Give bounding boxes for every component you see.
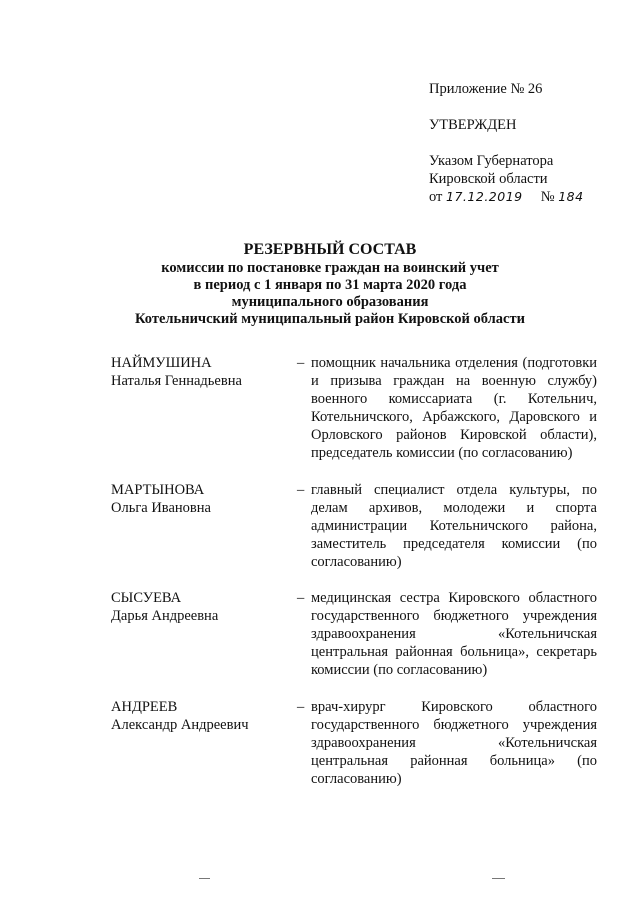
member-dash: – xyxy=(297,590,305,607)
member-description: главный специалист отдела культуры, по делам архивов, молодежи и спорта администрации Котельничского района, заместитель председателя комиссии (по согласованию) xyxy=(311,481,597,570)
member-name: Александр Андреевич xyxy=(111,716,249,733)
title-line-5: Котельничский муниципальный район Кировской области xyxy=(135,311,525,327)
member-surname: НАЙМУШИНА xyxy=(111,355,212,371)
member-dash: – xyxy=(297,698,305,715)
decree-line-1: Указом Губернатора xyxy=(429,153,554,169)
member-person xyxy=(111,589,281,625)
member-row xyxy=(111,354,597,463)
title-line-2: комиссии по постановке граждан на воинский учет xyxy=(161,260,499,276)
handwritten-number: 184 xyxy=(558,189,584,204)
title-line-3: в период с 1 января по 31 марта 2020 года xyxy=(193,277,467,293)
handwritten-date: 17.12.2019 xyxy=(446,189,523,204)
document-title xyxy=(40,240,620,328)
from-prefix: от xyxy=(429,189,443,205)
member-name: Ольга Ивановна xyxy=(111,499,211,516)
scan-mark-right xyxy=(492,878,505,879)
member-description: врач-хирург Кировского областного государственного бюджетного учреждения здравоохранения «Котельничская центральная районная больница» (по согласованию) xyxy=(311,698,597,787)
members-list xyxy=(111,354,597,805)
title-line-4: муниципального образования xyxy=(231,294,429,310)
member-name: Наталья Геннадьевна xyxy=(111,373,242,389)
member-row xyxy=(111,589,597,679)
approved-label: УТВЕРЖДЕН xyxy=(429,117,517,133)
decree-date-line xyxy=(429,188,619,206)
member-person xyxy=(111,698,281,734)
member-surname: СЫСУЕВА xyxy=(111,590,182,607)
member-surname: МАРТЫНОВА xyxy=(111,481,205,498)
member-person xyxy=(111,354,281,390)
member-name: Дарья Андреевна xyxy=(111,608,219,625)
member-description: медицинская сестра Кировского областного государственного бюджетного учреждения здравоохранения «Котельничская центральная районная больница», секретарь комиссии (по согласованию) xyxy=(311,590,597,679)
scan-mark-left xyxy=(199,878,210,879)
member-description: помощник начальника отделения (подготовки и призыва граждан на военную службу) военного комиссариата (г. Котельнич, Котельничского, Арбажского, Даровского и Орловского районов Кировской области), председатель комиссии (по согласованию) xyxy=(311,355,597,462)
member-dash: – xyxy=(297,481,305,498)
member-surname: АНДРЕЕВ xyxy=(111,698,178,715)
member-person xyxy=(111,481,281,517)
member-row xyxy=(111,481,597,571)
member-dash: – xyxy=(297,355,305,371)
title-line-1: РЕЗЕРВНЫЙ СОСТАВ xyxy=(243,241,417,258)
approval-header xyxy=(429,80,619,206)
appendix-number: Приложение № 26 xyxy=(429,81,543,97)
member-row xyxy=(111,698,597,788)
number-prefix: № xyxy=(540,189,555,205)
decree-line-2: Кировской области xyxy=(429,171,548,187)
